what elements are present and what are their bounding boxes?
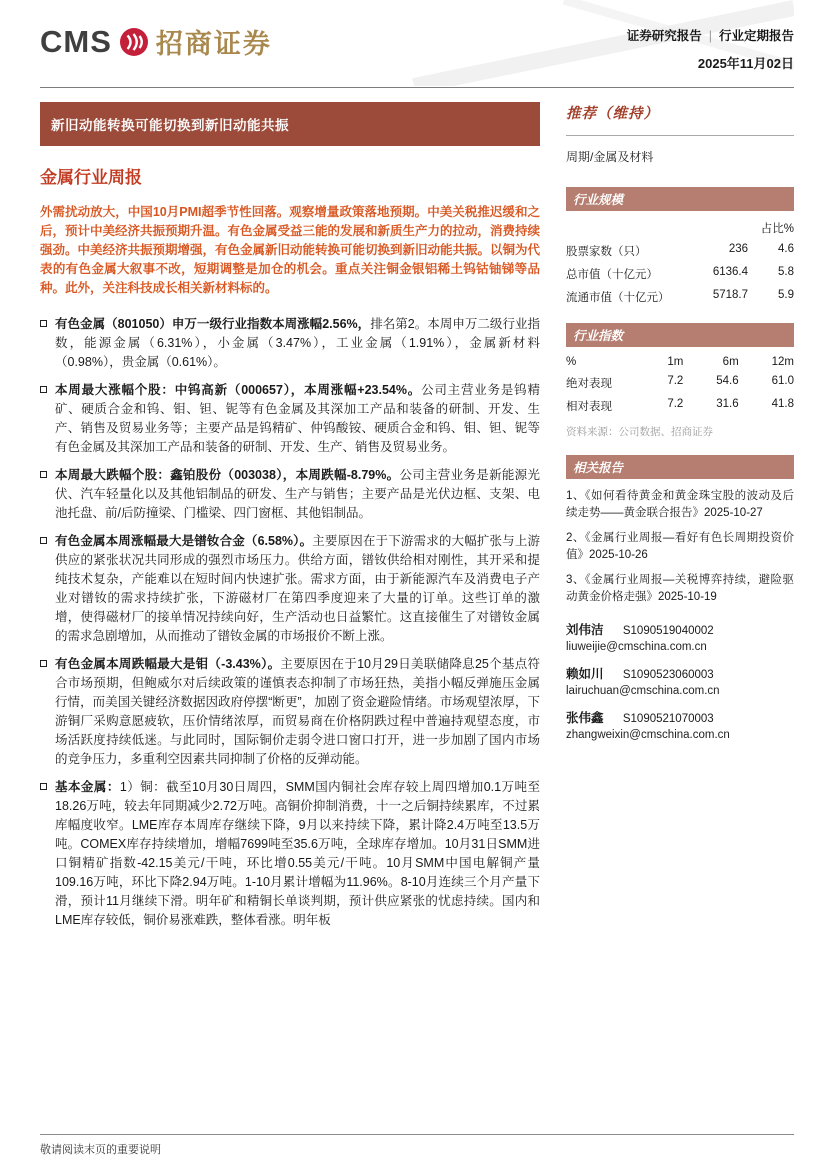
cell-value: 54.6: [716, 375, 739, 387]
bullet-item: [40, 315, 540, 372]
industry-index-table: [566, 356, 794, 414]
bullet-body: 公司主营业务是钨精矿、硬质合金和钨、钼、钽、铌等有色金属及其深加工产品和装备的研制、开发、生产、销售及贸易业务等；主要产品是钨精矿、仲钨酸铵、硬质合金和钨、钼、钽、铌等有色金属及其深加工产品和装备的研制、开发、生产、销售及贸易业务。: [55, 383, 540, 454]
bullet-body: 1）铜：截至10月30日周四，SMM国内铜社会库存较上周四增加0.1万吨至18.26万吨，较去年同期减少2.72万吨。高铜价抑制消费，十一之后铜持续累库，不过累库幅度收窄。LME库存本周库存继续下降，9月以来持续下降，累计降2.4万吨至13.5万吨。COMEX库存持续增加，增幅7699吨至35.6万吨，全球库存增加。10月31日SMM进口铜精矿指数-42.15美元/干吨，环比增0.55美元/干吨。10月SMM中国电解铜产量109.16万吨，环比下降2.94万吨。1-10月累计增幅为11.96%。8-10月连续三个月产量下滑，预计11月继续下滑。明年矿和精铜长单谈判期，预计供应紧张的忧虑持续。国内和LME库存较低，铜价易涨难跌，整体看涨。明年板: [55, 780, 540, 927]
doc-type-label: 证券研究报告: [626, 29, 702, 43]
industry-label: 周期/金属及材料: [566, 150, 654, 164]
separator: |: [708, 29, 712, 43]
analyst-list: [566, 620, 794, 741]
bullet-body: 主要原因在于10月29日美联储降息25个基点符合市场预期，但鲍威尔对后续政策的谨慎表态抑制了市场狂热，美指小幅反弹施压金属行情，而美国关键经济数据因政府停摆“断更”，加剧了资金避险情绪。市场观望浓厚，下游铜厂采购意愿疲软，压价情绪浓厚，而贸易商在价格阴跌过程中普遍持观望态度，市场活跃度持续低迷。与此同时，国际铜价走弱令进口窗口打开，进一步加剧了国内市场的竞争压力，多重利空因素共同抑制了价格的反弹动能。: [55, 657, 541, 766]
cell-value: 7.2: [667, 375, 684, 387]
cell-value: 6136.4: [712, 266, 748, 278]
divider: [566, 135, 794, 136]
bullet-lead: 有色金属本周跌幅最大是钼（-3.43%）。: [55, 657, 281, 671]
bullet-square-icon: [40, 537, 47, 544]
row-label: 绝对表现: [566, 378, 612, 390]
cell-value: 31.6: [716, 398, 739, 410]
banner-title: 新旧动能转换可能切换到新旧动能共振: [40, 102, 540, 146]
cms-logo-icon: [119, 27, 149, 57]
industry-scale-table: [566, 220, 794, 305]
related-reports-list: [566, 488, 794, 606]
sidebar: [566, 102, 794, 1125]
bullet-body: 主要原因在于下游需求的大幅扩张与上游供应的紧张状况共同形成的强烈市场压力。供给方面，镨钕供给相对刚性，其开采和提纯技术复杂，产能难以在短时间内快速扩张。需求方面，由于新能源汽车及消费电子产业对镨钕的需求持续扩张，下游磁材厂在第四季度迎来了大量的订单。这些订单的激增，使得磁材厂的接单情况持续向好，生产活动也日益繁忙。这直接催生了对镨钕金属的需求急剧增加，从而推动了镨钕金属的市场报价不断上涨。: [55, 534, 540, 643]
analyst-email-link[interactable]: liuweijie@cmschina.com.cn: [566, 641, 707, 653]
row-label: 总市值（十亿元）: [566, 269, 658, 281]
bullet-lead: 基本金属：: [55, 780, 120, 794]
bullet-square-icon: [40, 660, 47, 667]
main-column: [40, 102, 540, 1125]
analyst-cert-id: S1090523060003: [622, 669, 714, 681]
footer-divider: [40, 1134, 794, 1135]
related-report-link[interactable]: 2、《金属行业周报—看好有色长周期投资价值》2025-10-26: [566, 532, 794, 561]
analyst-block: [566, 664, 794, 697]
report-meta: [627, 26, 794, 72]
analyst-name: 赖如川: [566, 667, 604, 681]
col-header: 12m: [771, 356, 794, 368]
analyst-name: 张伟鑫: [566, 711, 604, 725]
doc-category-label: 行业定期报告: [718, 29, 794, 43]
analyst-cert-id: S1090521070003: [622, 713, 714, 725]
cell-value: 7.2: [667, 398, 684, 410]
bullet-item: [40, 381, 540, 457]
brand-name-cn: 招商证券: [155, 29, 272, 59]
col-header: 占比%: [760, 223, 794, 235]
bullet-body: 公司主营业务是新能源光伏、汽车轻量化以及其他铝制品的研发、生产与销售；主要产品是光伏边框、支架、电池托盘、前/后防撞梁、门槛梁、四门窗框、其他铝制品。: [55, 468, 540, 520]
bullet-square-icon: [40, 783, 47, 790]
row-label: 股票家数（只）: [566, 246, 647, 258]
report-date: 2025年11月02日: [697, 56, 794, 71]
footer-disclaimer: 敬请阅读末页的重要说明: [40, 1144, 161, 1156]
cell-pct: 4.6: [778, 243, 794, 255]
row-label: 流通市值（十亿元）: [566, 292, 670, 304]
analyst-block: [566, 708, 794, 741]
col-header: %: [566, 356, 577, 368]
bullet-list: [40, 315, 540, 930]
analyst-name: 刘伟洁: [566, 623, 604, 637]
analyst-block: [566, 620, 794, 653]
bullet-item: [40, 778, 540, 930]
related-report-link[interactable]: 1、《如何看待黄金和黄金珠宝股的波动及后续走势——黄金联合报告》2025-10-27: [566, 490, 794, 519]
summary-paragraph: 外需扰动放大，中国10月PMI超季节性回落。观察增量政策落地预期。中美关税推迟缓和之后，预计中美经济共振预期升温。有色金属受益三能的发展和新质生产力的拉动，消费持续强劲。中美经济共振预期增强，有色金属新旧动能转换可能切换到新旧动能共振。以铜为代表的有色金属大叙事不改，短期调整是加仓的机会。重点关注铜金银铝稀土钨钴铀锑等品种。此外，关注科技成长相关新材料标的。: [40, 205, 541, 295]
report-title: 金属行业周报: [40, 168, 142, 187]
cell-pct: 5.9: [778, 289, 794, 301]
cell-value: 61.0: [771, 375, 794, 387]
bullet-item: [40, 532, 540, 646]
bullet-lead: 有色金属本周涨幅最大是镨钕合金（6.58%）。: [55, 534, 313, 548]
analyst-email-link[interactable]: lairuchuan@cmschina.com.cn: [566, 685, 720, 697]
row-label: 相对表现: [566, 401, 612, 413]
section-header-industry-scale: 行业规模: [566, 187, 794, 211]
cell-value: 41.8: [771, 398, 794, 410]
page-header: [40, 0, 794, 88]
cell-value: 236: [728, 243, 748, 255]
brand-logo: [40, 22, 272, 61]
related-report-link[interactable]: 3、《金属行业周报—关税博弈持续，避险驱动黄金价格走强》2025-10-19: [566, 574, 794, 603]
bullet-lead: 本周最大跌幅个股：鑫铂股份（003038），本周跌幅-8.79%。: [55, 468, 400, 482]
bullet-square-icon: [40, 320, 47, 327]
analyst-email-link[interactable]: zhangweixin@cmschina.com.cn: [566, 729, 730, 741]
bullet-body: 排名第2。本周申万二级行业指数，能源金属（6.31%），小金属（3.47%），工业金属（1.91%），金属新材料（0.98%），贵金属（0.61%）。: [55, 317, 541, 369]
data-source-note: 资料来源：公司数据、招商证券: [566, 426, 713, 438]
section-header-related-reports: 相关报告: [566, 455, 794, 479]
cell-value: 5718.7: [712, 289, 748, 301]
col-header: 6m: [722, 356, 739, 368]
content-area: [40, 102, 794, 1125]
bullet-square-icon: [40, 386, 47, 393]
section-header-industry-index: 行业指数: [566, 323, 794, 347]
col-header: 1m: [667, 356, 684, 368]
analyst-cert-id: S1090519040002: [622, 625, 714, 637]
bullet-square-icon: [40, 471, 47, 478]
bullet-lead: 有色金属（801050）申万一级行业指数本周涨幅2.56%，: [55, 317, 371, 331]
bullet-lead: 本周最大涨幅个股：中钨高新（000657），本周涨幅+23.54%。: [55, 383, 422, 397]
bullet-item: [40, 466, 540, 523]
cms-logo-text: CMS: [40, 23, 112, 59]
cell-pct: 5.8: [778, 266, 794, 278]
bullet-item: [40, 655, 540, 769]
rating-badge: 推荐（维持）: [566, 106, 659, 122]
